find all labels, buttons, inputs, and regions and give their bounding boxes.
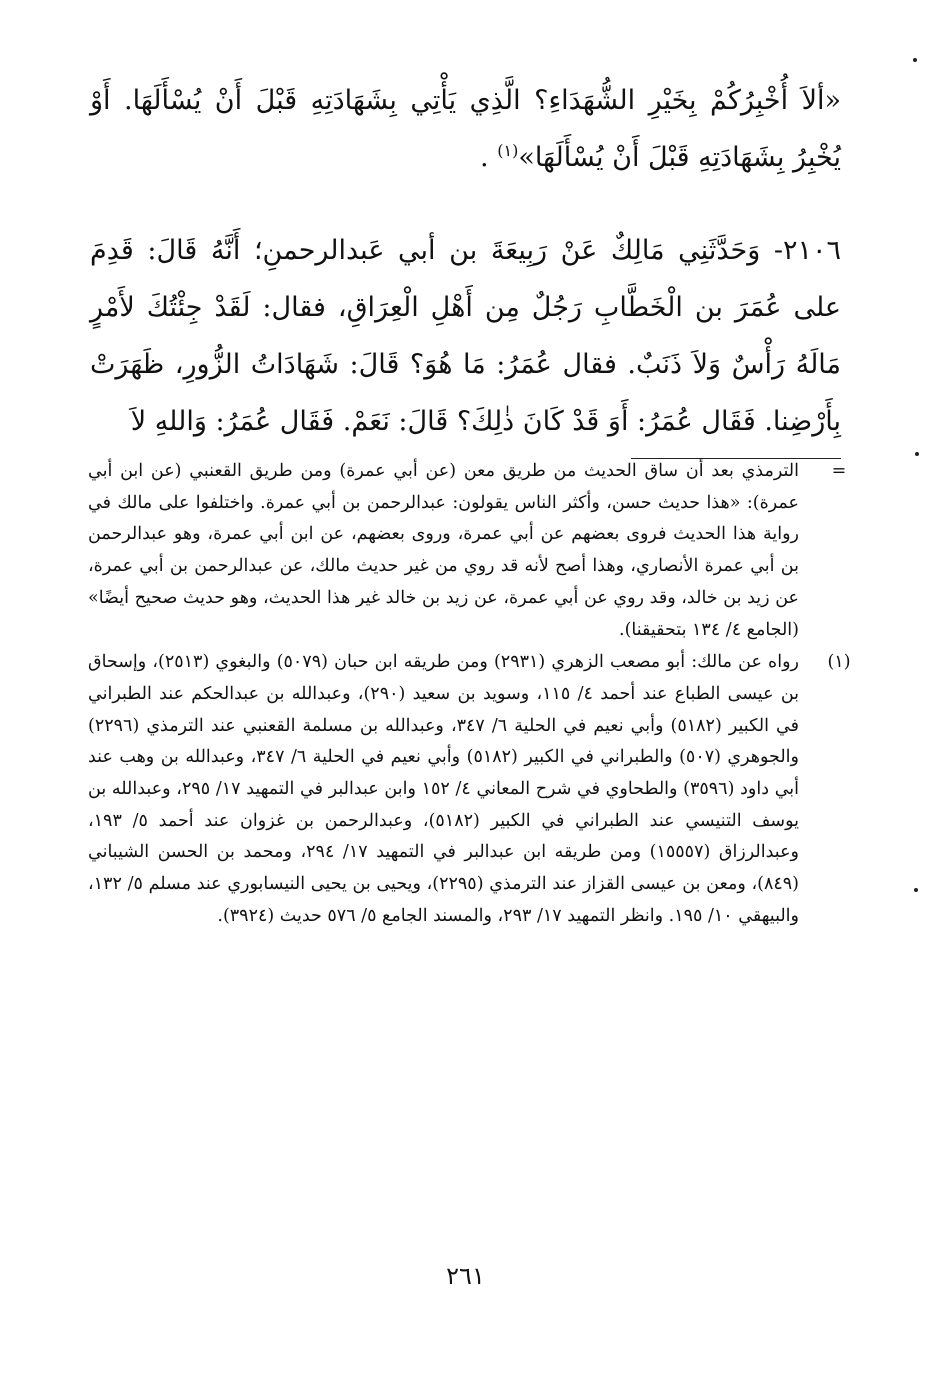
footnote-continued (88, 456, 847, 646)
margin-speck-middle (915, 452, 919, 456)
hadith-continuation (90, 72, 841, 186)
footnote-1-marker: (١) (827, 652, 851, 673)
page-number: ٢٦١ (446, 1262, 485, 1290)
footnote-1-text: رواه عن مالك: أبو مصعب الزهري (٢٩٣١) ومن طريقه ابن حبان (٥٠٧٩) والبغوي (٢٥١٣)، وإسحاق بن عيسى الطباع عند أحمد ٤/ ١١٥، وسويد بن سعيد (٢٩٠)، وعبدالله بن عبدالحكم عند الطبراني في الكبير (٥١٨٢) وأبي نعيم في الحلية ٦/ ٣٤٧، وعبدالله بن مسلمة القعنبي عند الترمذي (٢٢٩٦) والجوهري (٥٠٧) والطبراني في الكبير (٥١٨٢) وأبي نعيم في الحلية ٦/ ٣٤٧، وعبدالله بن وهب عند أبي داود (٣٥٩٦) والطحاوي في شرح المعاني ٤/ ١٥٢ وابن عبدالبر في التمهيد ١٧/ ٢٩٥، وعبدالله بن يوسف التنيسي عند الطبراني في الكبير (٥١٨٢)، وعبدالرحمن بن غزوان عند أحمد ٥/ ١٩٣، وعبدالرزاق (١٥٥٥٧) ومن طريقه ابن عبدالبر في التمهيد ١٧/ ٢٩٤، ومحمد بن الحسن الشيباني (٨٤٩)، ومعن بن عيسى القزاز عند الترمذي (٢٢٩٥)، ويحيى بن يحيى النيسابوري عند مسلم ٥/ ١٣٢، والبيهقي ١٠/ ١٩٥. وانظر التمهيد ١٧/ ٢٩٣، والمسند الجامع ٥/ ٥٧٦ حديث (٣٩٢٤). (88, 652, 800, 926)
footnote-continuation-marker: = (831, 461, 847, 481)
margin-speck-bottom (914, 888, 918, 892)
footnote-1 (88, 647, 851, 932)
footnotes-section (88, 456, 851, 934)
hadith-2106: ٢١٠٦- وَحَدَّثَنِي مَالِكٌ عَنْ رَبِيعَةَ بن أبي عَبدالرحمنِ؛ أَنَّهُ قَالَ: قَدِمَ على عُمَرَ بن الْخَطَّابِ رَجُلٌ مِن أَهْلِ الْعِرَاقِ، فقال: لَقَدْ جِئْتُكَ لأَمْرٍ مَالَهُ رَأْسٌ وَلاَ ذَنَبٌ. فقال عُمَرُ: مَا هُوَ؟ قَالَ: شَهَادَاتُ الزُّورِ، ظَهَرَتْ بِأَرْضِنا. فَقَال عُمَرُ: أَوَ قَدْ كَانَ ذٰلِكَ؟ قَالَ: نَعَمْ. فَقَال عُمَرُ: وَاللهِ لاَ (90, 235, 841, 437)
margin-speck-top (913, 58, 917, 62)
hadith-continuation-text: «ألاَ أُخْبِرُكُمْ بِخَيْرِ الشُّهَدَاءِ؟ الَّذِي يَأْتِي بِشَهَادَتِهِ قَبْلَ أَنْ يُسْأَلَهَا. أَوْ يُخْبِرُ بِشَهَادَتِهِ قَبْلَ أَنْ يُسْأَلَهَا» (90, 85, 841, 173)
hadith-continuation-end: . (480, 142, 498, 173)
footnote-reference: (١) (497, 141, 519, 160)
footnote-continued-text: الترمذي بعد أن ساق الحديث من طريق معن (عن أبي عمرة) ومن طريق القعنبي (عن ابن أبي عمرة): «هذا حديث حسن، وأكثر الناس يقولون: عبدالرحمن بن أبي عمرة. واختلفوا على مالك في رواية هذا الحديث فروى بعضهم عن أبي عمرة، وروى بعضهم، عن ابن أبي عمرة، وهو عبدالرحمن بن أبي عمرة الأنصاري، وهذا أصح لأنه قد روي من غير حديث مالك، عن عبدالرحمن بن أبي عمرة، عن زيد بن خالد، وقد روي عن أبي عمرة، عن زيد بن خالد غير هذا الحديث، وهو حديث صحيح أيضًا» (الجامع ٤/ ١٣٤ بتحقيقنا). (88, 461, 799, 640)
